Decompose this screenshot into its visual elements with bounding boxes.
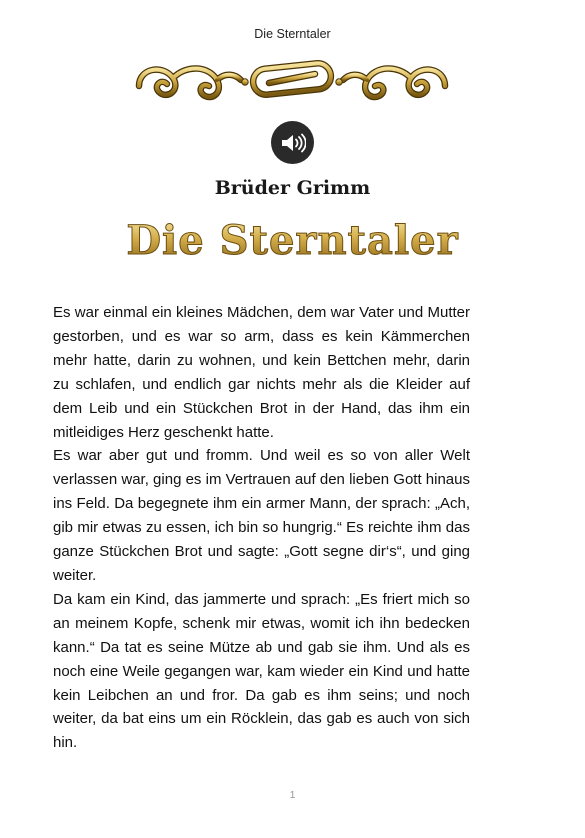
story-title-text: Die Sterntaler	[126, 217, 459, 264]
gold-ornament-divider	[133, 56, 451, 104]
running-title: Die Sterntaler	[254, 27, 331, 41]
speaker-icon	[280, 132, 306, 154]
story-paragraph: Es war einmal ein kleines Mädchen, dem war Vater und Mutter gestorben, und es war so arm, dass es kein Kämmerchen mehr hatte, darin zu wohnen, und kein Bettchen mehr, darin zu schlafen, und endlich gar nichts mehr als die Kleider auf dem Leib und ein Stückchen Brot in der Hand, das ihm ein mitleidiges Herz geschenkt hatte.	[53, 304, 470, 441]
story-title	[0, 212, 585, 266]
story-paragraph: Es war aber gut und fromm. Und weil es so von aller Welt verlassen war, ging es im Vertrauen auf den lieben Gott hinaus ins Feld. Da begegnete ihm ein armer Mann, der sprach: „Ach, gib mir etwas zu essen, ich bin so hungrig.“ Es reichte ihm das ganze Stückchen Brot und sagte: „Gott segne dir‘s“, und ging weiter.	[53, 447, 470, 584]
story-body	[53, 301, 470, 755]
audio-play-button[interactable]	[271, 121, 314, 164]
page-number: 1	[289, 789, 296, 801]
story-paragraph: Da kam ein Kind, das jammerte und sprach: „Es friert mich so an meinem Kopfe, schenk mir etwas, womit ich ihn bedecken kann.“ Da tat es seine Mütze ab und gab sie ihm. Und als es noch eine Weile gegangen war, kam wieder ein Kind und hatte kein Leibchen an und fror. Da gab es ihm seins; und noch weiter, da bat eins um ein Röcklein, das gab es auch von sich hin.	[53, 590, 470, 752]
author-name: Brüder Grimm	[214, 177, 371, 199]
